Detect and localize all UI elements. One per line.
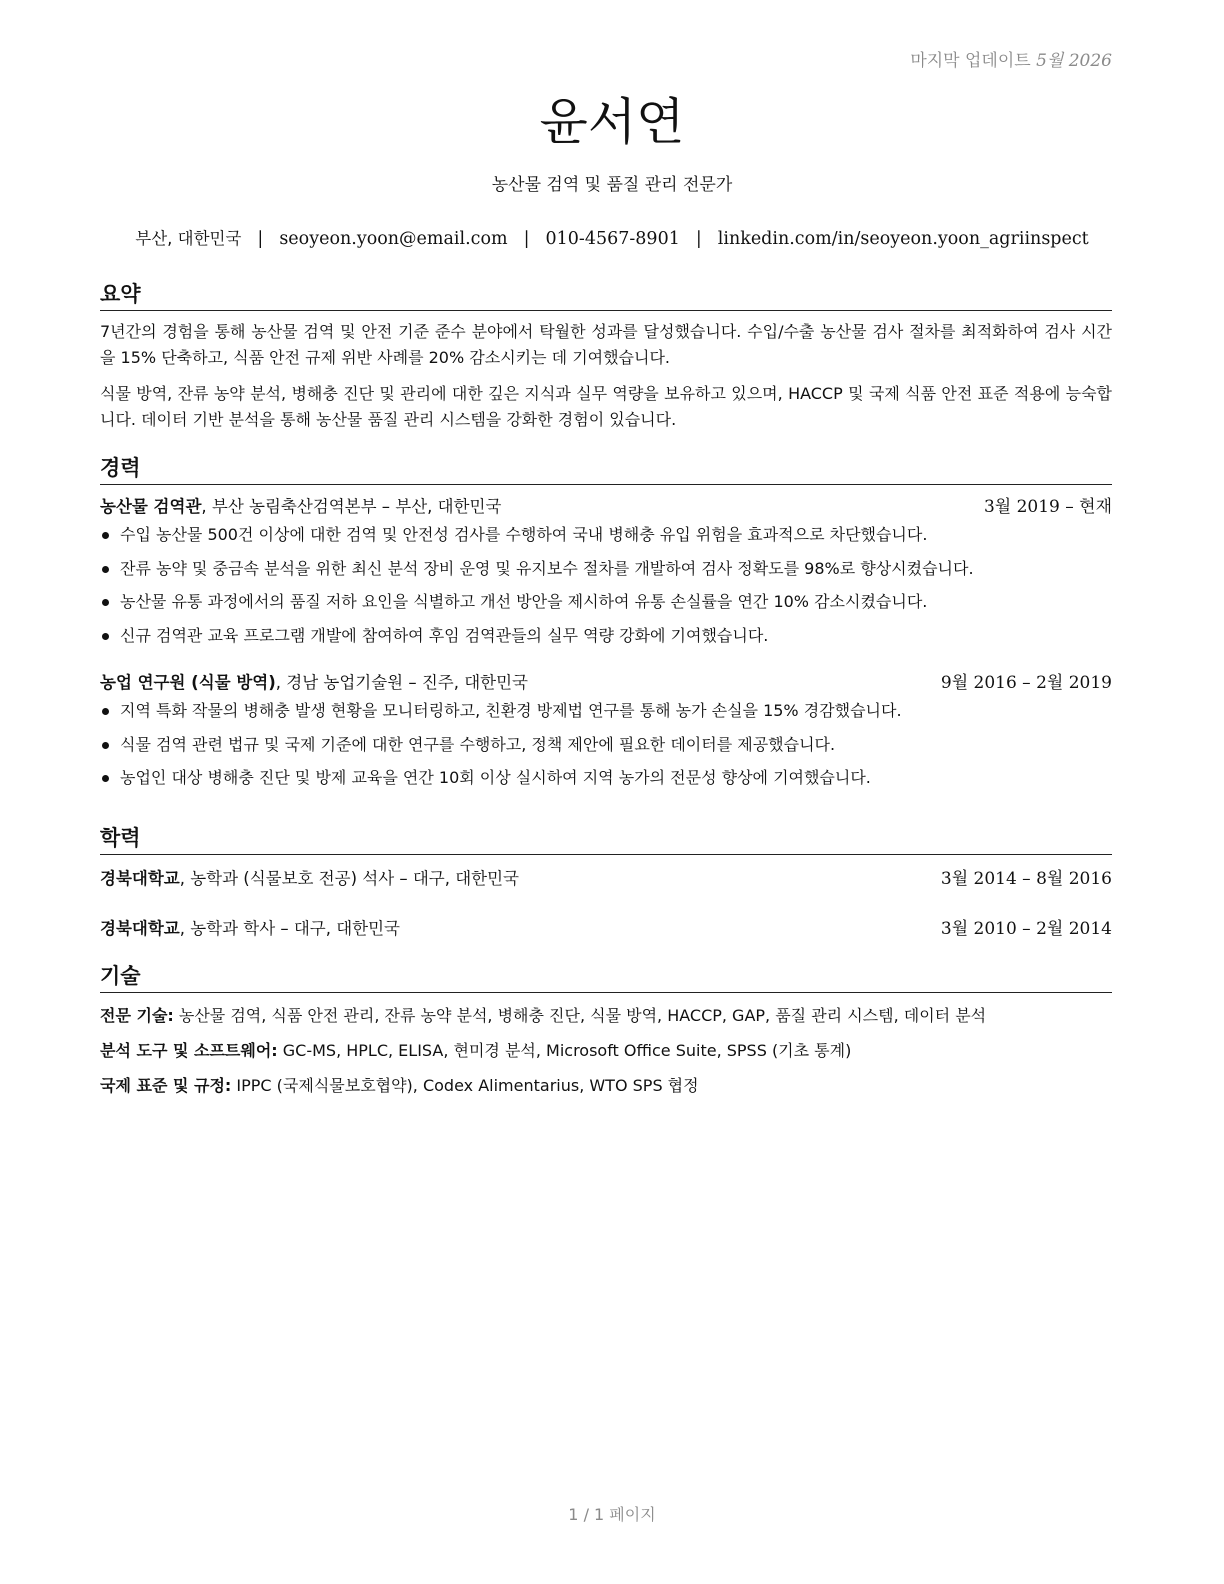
- section-title-experience: 경력: [100, 452, 1112, 485]
- job-bullet: 농업인 대상 병해충 진단 및 방제 교육을 연간 10회 이상 실시하여 지역 농가의 전문성 향상에 기여했습니다.: [100, 761, 1112, 795]
- contact-location: 부산, 대한민국: [135, 229, 242, 248]
- education-school: 경북대학교: [100, 919, 180, 938]
- job-title-line: [100, 671, 528, 695]
- job-entry: [100, 671, 1112, 795]
- education-detail: , 농학과 (식물보호 전공) 석사 – 대구, 대한민국: [179, 869, 519, 888]
- education-line: [100, 917, 400, 941]
- skill-line: [100, 998, 1112, 1033]
- page-number: 1 / 1 페이지: [568, 1505, 656, 1524]
- last-updated-date: 5월 2026: [1036, 51, 1112, 71]
- skill-value: GC-MS, HPLC, ELISA, 현미경 분석, Microsoft Office Suite, SPSS (기초 통계): [277, 1041, 852, 1060]
- section-title-summary: 요약: [100, 278, 1112, 311]
- contact-separator: |: [695, 229, 702, 249]
- job-entry: [100, 495, 1112, 652]
- education-entry: [100, 867, 1112, 891]
- skill-value: 농산물 검역, 식품 안전 관리, 잔류 농약 분석, 병해충 진단, 식물 방역, HACCP, GAP, 품질 관리 시스템, 데이터 분석: [173, 1006, 987, 1025]
- job-header: [100, 671, 1112, 695]
- education-dates: 3월 2014 – 8월 2016: [940, 869, 1112, 889]
- summary-section: [100, 278, 1112, 433]
- job-header: [100, 495, 1112, 519]
- job-bullet: 수입 농산물 500건 이상에 대한 검역 및 안전성 검사를 수행하여 국내 병해충 유입 위험을 효과적으로 차단했습니다.: [100, 518, 1112, 552]
- skill-line: [100, 1033, 1112, 1068]
- summary-paragraph: 7년간의 경험을 통해 농산물 검역 및 안전 기준 준수 분야에서 탁월한 성과를 달성했습니다. 수입/수출 농산물 검사 절차를 최적화하여 검사 시간을 15% 단축하고, 식품 안전 규제 위반 사례를 20% 감소시키는 데 기여했습니다.: [100, 322, 1112, 367]
- job-role: 농산물 검역관: [100, 497, 202, 516]
- skill-line: [100, 1068, 1112, 1103]
- summary-paragraph: 식물 방역, 잔류 농약 분석, 병해충 진단 및 관리에 대한 깊은 지식과 실무 역량을 보유하고 있으며, HACCP 및 국제 식품 안전 표준 적용에 능숙합니다. 데이터 기반 분석을 통해 농산물 품질 관리 시스템을 강화한 경험이 있습니다.: [100, 384, 1112, 429]
- education-dates: 3월 2010 – 2월 2014: [940, 919, 1112, 939]
- skill-label: 전문 기술:: [100, 1006, 174, 1025]
- job-dates: 3월 2019 – 현재: [983, 497, 1112, 517]
- job-bullet: 식물 검역 관련 법규 및 국제 기준에 대한 연구를 수행하고, 정책 제안에 필요한 데이터를 제공했습니다.: [100, 728, 1112, 762]
- candidate-name: 윤서연: [539, 93, 685, 151]
- contact-phone[interactable]: 010-4567-8901: [545, 229, 680, 249]
- job-bullet: 잔류 농약 및 중금속 분석을 위한 최신 분석 장비 운영 및 유지보수 절차를 개발하여 검사 정확도를 98%로 향상시켰습니다.: [100, 552, 1112, 586]
- job-dates: 9월 2016 – 2월 2019: [940, 673, 1112, 693]
- job-org: , 부산 농림축산검역본부 – 부산, 대한민국: [201, 497, 502, 516]
- last-updated-prefix: 마지막 업데이트: [910, 51, 1031, 71]
- education-entry: [100, 917, 1112, 941]
- skills-section: [100, 960, 1112, 1103]
- skill-label: 분석 도구 및 소프트웨어:: [100, 1041, 278, 1060]
- skill-label: 국제 표준 및 규정:: [100, 1076, 232, 1095]
- headline: 농산물 검역 및 품질 관리 전문가: [491, 175, 733, 195]
- contact-separator: |: [523, 229, 530, 249]
- contact-email[interactable]: seoyeon.yoon@email.com: [279, 229, 508, 249]
- education-school: 경북대학교: [100, 869, 180, 888]
- contact-bar: [0, 225, 1224, 249]
- education-line: [100, 867, 519, 891]
- job-title-line: [100, 495, 501, 519]
- section-title-skills: 기술: [100, 960, 1112, 993]
- job-bullet: 지역 특화 작물의 병해충 발생 현황을 모니터링하고, 친환경 방제법 연구를 통해 농가 손실을 15% 경감했습니다.: [100, 694, 1112, 728]
- skill-value: IPPC (국제식물보호협약), Codex Alimentarius, WTO SPS 협정: [231, 1076, 699, 1095]
- section-title-education: 학력: [100, 822, 1112, 855]
- contact-separator: |: [257, 229, 264, 249]
- job-org: , 경남 농업기술원 – 진주, 대한민국: [275, 673, 528, 692]
- job-bullet: 신규 검역관 교육 프로그램 개발에 참여하여 후임 검역관들의 실무 역량 강화에 기여했습니다.: [100, 619, 1112, 653]
- job-bullet: 농산물 유통 과정에서의 품질 저하 요인을 식별하고 개선 방안을 제시하여 유통 손실률을 연간 10% 감소시켰습니다.: [100, 585, 1112, 619]
- job-bullets: [100, 694, 1112, 795]
- education-section: [100, 822, 1112, 941]
- experience-section: [100, 452, 1112, 795]
- job-bullets: [100, 518, 1112, 652]
- contact-linkedin[interactable]: linkedin.com/in/seoyeon.yoon_agriinspect: [717, 229, 1089, 249]
- education-detail: , 농학과 학사 – 대구, 대한민국: [179, 919, 400, 938]
- job-role: 농업 연구원 (식물 방역): [100, 673, 276, 692]
- last-updated: [910, 46, 1112, 71]
